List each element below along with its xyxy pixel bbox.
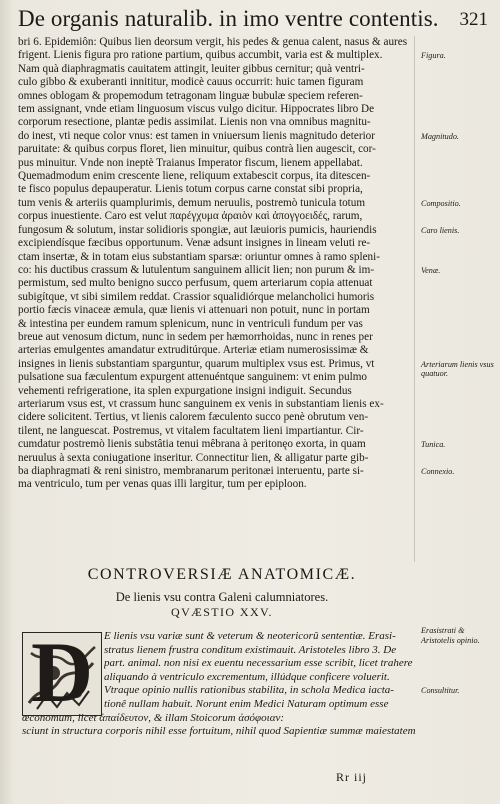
section-heading: CONTROVERSIÆ ANATOMICÆ.	[87, 566, 357, 583]
text-line: te fisco populus depauperatur. Lienis totum corpus carne constat sibi propria,	[18, 183, 363, 196]
text-line: tilent, ne languescat. Postremus, vt vitalem facultatem lieni impartiantur. Cir-	[18, 424, 364, 437]
page-title: De organis naturalib. in imo ventre contentis.	[18, 6, 439, 31]
text-line: frigent. Lienis figura pro ratione partium, quibus accumbit, varia est & multiplex.	[18, 49, 383, 62]
margin-note: Arteriarum lienis vsus quatuor.	[421, 359, 494, 379]
main-text-block	[18, 36, 418, 492]
text-line: cidere solicitent. Tertius, vt lienis calorem fæculento succo penè obrutum ven-	[18, 411, 369, 424]
text-line: arterias emulgentes amandatur extruditúrque. Arteriæ etiam numerosissimæ &	[18, 344, 369, 357]
margin-note: Magnitudo.	[421, 131, 459, 141]
margin-note: Compositio.	[421, 198, 461, 208]
text-line: E lienis vsu variæ sunt & veterum & neotericorû sententiæ. Erasi-	[104, 630, 396, 642]
text-line: do inest, vti neque color vnus: est tamen in vniuersum lienis magnitudo deterior	[18, 129, 376, 142]
text-line: œconomum, licet ἀπαίδευτον, & illam Stoicorum ἀσόφοιαν:	[22, 711, 285, 724]
text-line: ba diaphragmati & reni sinistro, membranarum peritonæi interuentu, parte si-	[18, 465, 364, 477]
text-line: part. animal. non nisi ex euentu necessarium esse scribit, licet trahere	[104, 657, 413, 670]
text-line: ctam insertæ, & in totam eius substantiam sparsæ: oriuntur omnes à ramo spleni-	[18, 250, 380, 263]
text-line: tum venis & arteriis quamplurimis, demum neruulis, postremò tunicula totum	[18, 196, 366, 209]
text-line: tem assignant, vnde etiam linguosum viscus vulgo dicitur. Hippocrates libro De	[18, 103, 375, 116]
text-line: Vtraque opinio nullis rationibus stabilita, in schola Medica iacta-	[104, 684, 394, 697]
text-line: portio fæcis vinaceæ æmula, quæ lienis vi attenuari non potuit, nunc in portam	[18, 304, 370, 317]
text-line: permistum, sed multo benigno succo perfusum, quem arteriarum copia attenuat	[18, 277, 373, 290]
text-line: neruulus à sexta coniugatione inseritur. Connectitur lien, & alligatur parte gib-	[18, 451, 369, 464]
text-line: Nam quà diaphragmatis cauitatem attingit, leuiter gibbus cernitur; quà ventri-	[18, 62, 365, 75]
margin-note: Erasistrati & Aristotelis opinio.	[421, 626, 480, 645]
text-line: & intestina per eundem ramum splenicum, nunc in ventriculi fundum per vas	[18, 317, 363, 330]
text-line: cumdatur postremò lienis substâtia tenui mêbrana à peritonęo exorta, in quam	[18, 438, 366, 451]
margin-note: Connexio.	[421, 466, 455, 476]
text-line: corporum resectione, plantæ pedis assimilat. Lienis non vna omnibus magnitu-	[18, 116, 371, 129]
text-line: sciunt in structura corporis nihil esse fortuitum, nihil quod Sapientiæ summæ maiestatem	[22, 725, 416, 738]
text-line: Quemadmodum enim crescente liene, reliquum extabescit corpus, ita ditescen-	[18, 170, 371, 183]
text-line: tionê nullam habuit. Norunt enim Medici Naturam optimum esse	[104, 697, 389, 710]
text-line: breue aut venosum dictum, nunc in sedem per hæmorrhoidas, nunc in renes per	[18, 330, 373, 343]
signature-mark: Rr iij	[336, 770, 368, 784]
text-line: pus minuitur. Vnde non ineptè Traianus Imperator fiscum, lienem appellabat.	[18, 156, 363, 169]
decorated-initial	[22, 624, 102, 720]
text-line: paruitate: & quibus corpus floret, lien minuitur, quibus contrà lien augescit, cor-	[18, 143, 376, 156]
margin-note: Consultitur.	[421, 686, 460, 695]
text-line: vehementi refrigeratione, ita splen expurgatione insigni indiguit. Secundus	[18, 384, 352, 397]
text-line: omnes oblogam & propemodum tetragonam linguæ bubulæ speciem referen-	[18, 89, 363, 102]
text-line: aliquando à ventriculo excrementum, illúdque conficere voluerit.	[104, 670, 390, 683]
text-line: bri 6. Epidemiôn: Quibus lien deorsum vergit, his pedes & genua calent, nasus & aures	[18, 36, 408, 48]
quaestio-text	[22, 630, 420, 738]
initial-letter: D	[31, 624, 94, 720]
text-line: corpus inuestiente. Caro est velut παρέγχυμα ἀραιὸν καὶ ἀπογγοειδές, rarum,	[18, 210, 363, 223]
text-line: stratus lienem frustra conditum existimauit. Aristoteles libro 3. De	[104, 643, 397, 656]
margin-note: Tunica.	[421, 440, 446, 449]
margin-note: Venæ.	[421, 265, 441, 275]
section-subtitle: De lienis vsu contra Galeni calumniatores.	[115, 590, 329, 604]
text-line: fungosum & solutum, instar solidioris spongiæ, aut læuioris pumicis, hauriendis	[18, 223, 377, 236]
margin-note: Figura.	[421, 51, 446, 61]
margin-note: Caro lienis.	[421, 225, 460, 235]
text-line: pulsatione sua fæculentum expurgent attenuéntque sanguinem: vt enim pulmo	[18, 371, 368, 384]
quaestio-label: QVÆSTIO XXV.	[171, 605, 273, 619]
running-header	[18, 6, 488, 38]
text-line: insignes in lienis substantiam sparguntur, quarum multiplex vsus est. Primus, vt	[18, 357, 375, 370]
text-line: excipiendísque fæcibus opportunum. Venæ adsunt insignes in lineam veluti re-	[18, 237, 371, 250]
text-line: ma ventriculo, tum per venas quas illi largitur, tum per epiploon.	[18, 478, 307, 491]
text-line: co: his ductibus crassum & lutulentum sanguinem allicit lien; non purum & im-	[18, 263, 375, 276]
text-line: arteriarum vsus est, vt crassum hunc sanguinem ex venis in substantiam lienis ex-	[18, 397, 384, 410]
text-line: culo gibbo & exuberanti innititur, modicè cauus occurrit: huic tamen figuram	[18, 76, 364, 89]
page-number: 321	[459, 9, 488, 30]
text-line: subigítque, vt sibi similem reddat. Crassior squalidiórque melancholici humoris	[18, 290, 375, 303]
